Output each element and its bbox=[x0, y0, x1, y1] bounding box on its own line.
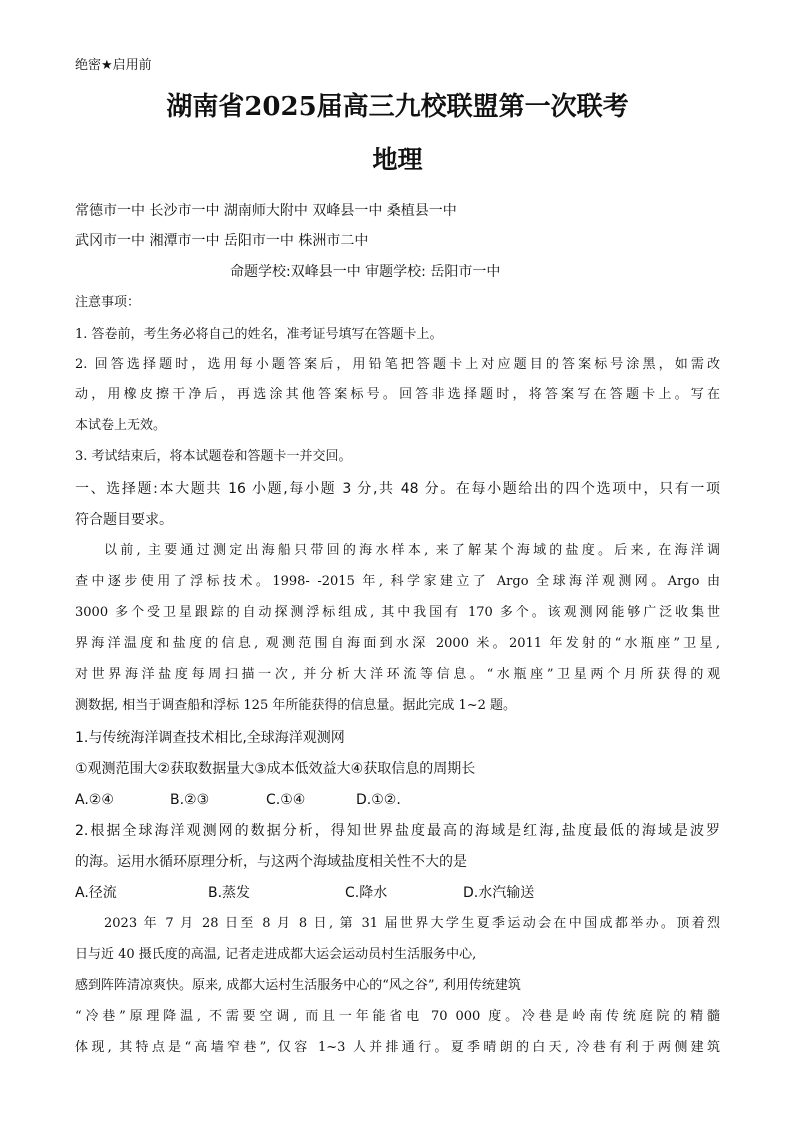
proposer-reviewer: 命题学校:双峰县一中 审题学校: 岳阳市一中 bbox=[230, 264, 501, 280]
passage-line: 3000 多个受卫星跟踪的自动探测浮标组成, 其中我国有 170 多个。该观测网能够广泛收集世 bbox=[75, 605, 720, 620]
question-2-option-a: A.径流 bbox=[75, 885, 117, 901]
exam-title: 湖南省2025届高三九校联盟第一次联考 bbox=[166, 92, 629, 122]
question-2-option-c: C.降水 bbox=[345, 885, 388, 901]
section-heading-cont: 符合题目要求。 bbox=[75, 512, 173, 528]
question-2-option-d: D.水汽输送 bbox=[463, 885, 535, 901]
passage-line: 以前, 主要通过测定出海船只带回的海水样本, 来了解某个海域的盐度。后来, 在海洋调 bbox=[104, 543, 720, 558]
note-item: 3. 考试结束后，将本试题卷和答题卡一并交回。 bbox=[75, 449, 352, 464]
question-1-statements: ①观测范围大②获取数据量大③成本低效益大④获取信息的周期长 bbox=[75, 761, 476, 777]
secret-mark: 绝密★启用前 bbox=[75, 58, 152, 73]
passage-line: 体现, 其特点是“高墙窄巷”, 仅容 1~3 人并排通行。夏季晴朗的白天, 冷巷有利于两侧建筑 bbox=[75, 1040, 720, 1055]
question-1-option-c: C.①④ bbox=[266, 792, 306, 808]
passage-line: 界海洋温度和盐度的信息, 观测范围自海面到水深 2000 米。2011 年发射的“水瓶座”卫星, bbox=[75, 636, 720, 651]
schools-line-2: 武冈市一中 湘潭市一中 岳阳市一中 株洲市二中 bbox=[75, 233, 369, 249]
note-item: 2. 回答选择题时，选用每小题答案后，用铅笔把答题卡上对应题目的答案标号涂黑，如需改 bbox=[75, 357, 720, 372]
question-2-stem: 2.根据全球海洋观测网的数据分析，得知世界盐度最高的海域是红海,盐度最低的海域是波罗 bbox=[75, 823, 720, 839]
question-2-option-b: B.蒸发 bbox=[208, 885, 251, 901]
question-2-stem-cont: 的海。运用水循环原理分析，与这两个海域盐度相关性不大的是 bbox=[75, 854, 467, 870]
question-1-option-d: D.①②. bbox=[356, 792, 401, 808]
section-heading: 一、选择题:本大题共 16 小题,每小题 3 分,共 48 分。在每小题给出的四个选项中，只有一项 bbox=[75, 481, 720, 497]
question-1-option-b: B.②③ bbox=[170, 792, 210, 808]
passage-line: 2023 年 7 月 28 日至 8 月 8 日, 第 31 届世界大学生夏季运动会在中国成都举办。顶着烈 bbox=[104, 916, 720, 931]
passage-line: 日与近 40 摄氏度的高温, 记者走进成都大运会运动员村生活服务中心, bbox=[75, 947, 477, 962]
note-item: 动，用橡皮擦干净后，再选涂其他答案标号。回答非选择题时，将答案写在答题卡上。写在 bbox=[75, 387, 720, 402]
schools-line-1: 常德市一中 长沙市一中 湖南师大附中 双峰县一中 桑植县一中 bbox=[75, 203, 457, 219]
passage-line: 对世界海洋盐度每周扫描一次, 并分析大洋环流等信息。“水瓶座”卫星两个月所获得的观 bbox=[75, 667, 720, 682]
notes-heading: 注意事项： bbox=[75, 295, 141, 310]
question-1-stem: 1.与传统海洋调查技术相比,全球海洋观测网 bbox=[75, 730, 345, 746]
note-item: 本试卷上无效。 bbox=[75, 418, 167, 433]
passage-line: “冷巷”原理降温, 不需要空调, 而且一年能省电 70 000 度。冷巷是岭南传统庭院的精髓 bbox=[75, 1009, 720, 1024]
passage-line: 查中逐步使用了浮标技术。1998- -2015 年, 科学家建立了 Argo 全球海洋观测网。Argo 由 bbox=[75, 574, 720, 589]
passage-line: 测数据, 相当于调查船和浮标 125 年所能获得的信息量。据此完成 1~2 题。 bbox=[75, 698, 517, 713]
question-1-option-a: A.②④ bbox=[75, 792, 114, 808]
note-item: 1. 答卷前，考生务必将自己的姓名，准考证号填写在答题卡上。 bbox=[75, 327, 443, 342]
passage-line: 感到阵阵清凉爽快。原来, 成都大运村生活服务中心的“风之谷”, 利用传统建筑 bbox=[75, 978, 521, 993]
subject-title: 地理 bbox=[372, 145, 423, 174]
